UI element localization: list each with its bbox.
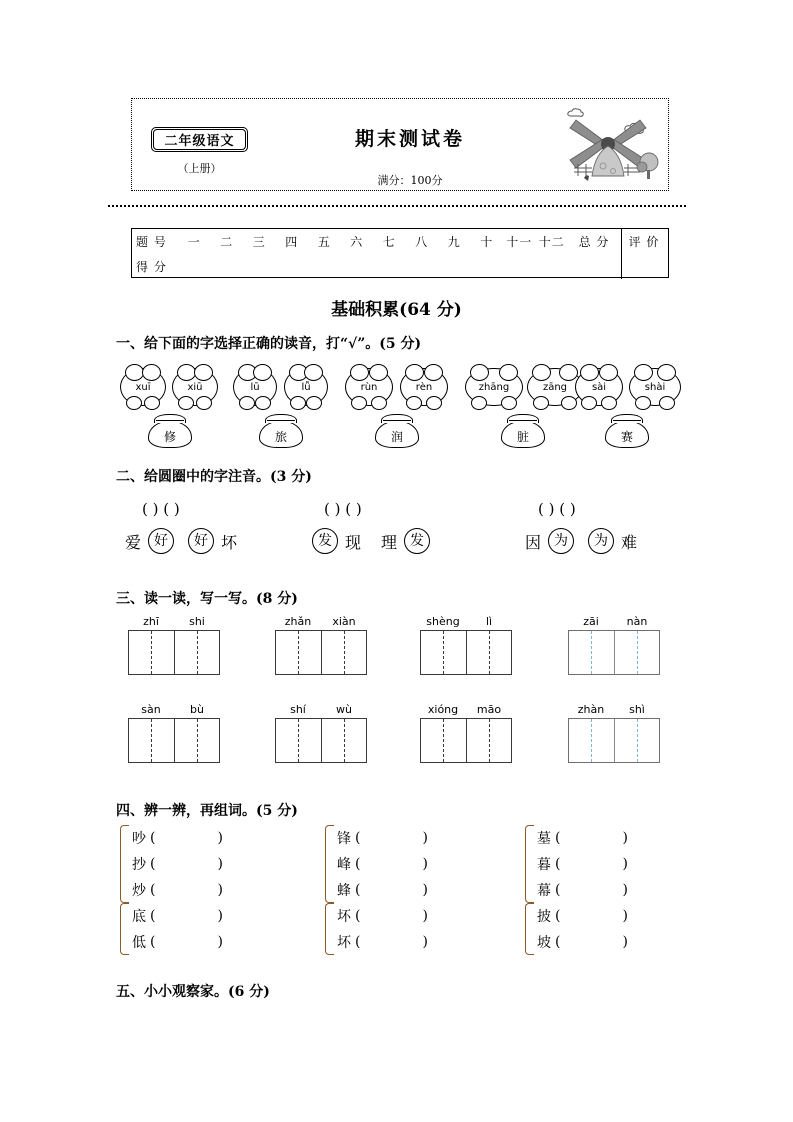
score-table-q-2: 二	[220, 235, 234, 249]
score-table-q-11: 十一	[506, 235, 533, 249]
q4-char: 披	[537, 909, 551, 925]
q3-pinyin-5	[128, 703, 220, 716]
cloud-lobe-icon	[426, 396, 442, 410]
q3-writing-grid-8[interactable]	[568, 718, 660, 763]
q4-char: 底	[132, 909, 146, 925]
q3-item-5	[128, 703, 220, 763]
q2-char-2-3: 理	[380, 532, 397, 552]
q4-paren-close: )	[217, 934, 223, 950]
q3-pinyin-5-a: sàn	[141, 703, 161, 716]
q2-char-3-3-circled: 为	[588, 528, 614, 554]
q2-answer-blanks-3[interactable]: ( ) ( )	[538, 500, 576, 518]
grid-cell[interactable]	[421, 631, 467, 674]
grid-cell[interactable]	[322, 631, 367, 674]
q3-item-4	[568, 615, 660, 675]
cloud-lobe-icon	[601, 396, 617, 410]
q3-pinyin-2	[275, 615, 367, 628]
vase-rim-icon	[156, 420, 184, 421]
q1-pinyin-text-2b: lǚ	[301, 381, 311, 393]
q3-pinyin-3-a: shèng	[426, 615, 460, 628]
q4-paren-close: )	[422, 856, 428, 872]
q2-phrase-2	[310, 528, 432, 554]
cloud-lobe-icon	[635, 396, 651, 410]
q1-group-2	[233, 368, 333, 450]
q4-paren-open: (	[555, 830, 561, 846]
brace-icon	[525, 825, 534, 903]
q3-pinyin-3-b: lì	[485, 615, 493, 628]
cloud-lobe-icon	[533, 396, 549, 410]
q4-entry[interactable]	[325, 929, 510, 955]
q4-paren-close: )	[422, 934, 428, 950]
q4-brace-group-3	[325, 825, 510, 903]
grid-cell[interactable]	[569, 719, 615, 762]
cloud-lobe-icon	[290, 396, 306, 410]
q3-pinyin-2-a: zhǎn	[284, 615, 312, 628]
score-table-q-5: 五	[317, 235, 331, 249]
brace-icon	[120, 903, 129, 955]
q4-paren-close: )	[217, 830, 223, 846]
grid-cell[interactable]	[615, 631, 660, 674]
q1-pinyin-option-5b[interactable]	[629, 368, 681, 406]
q2-char-3-1: 因	[524, 532, 541, 552]
grid-cell[interactable]	[129, 719, 175, 762]
cloud-lobe-icon	[659, 396, 675, 410]
q3-writing-grid-1[interactable]	[128, 630, 220, 675]
score-table	[131, 228, 669, 278]
q4-char: 墓	[537, 831, 551, 847]
score-table-q-1: 一	[187, 235, 201, 249]
q1-vase-char-2: 旅	[259, 421, 303, 448]
q4-entry[interactable]	[325, 877, 510, 903]
q1-pinyin-option-2a[interactable]	[233, 368, 277, 406]
q1-pinyin-option-2b[interactable]	[284, 368, 328, 406]
vase-neck-icon	[265, 414, 297, 423]
volume-label: （上册）	[177, 162, 222, 175]
q4-char: 暮	[537, 857, 551, 873]
score-table-q-7: 七	[382, 235, 396, 249]
q1-group-3	[345, 368, 453, 450]
score-table-q-4: 四	[285, 235, 299, 249]
q2-phrase-1	[120, 528, 242, 554]
question-3-answer-area	[120, 615, 680, 790]
q3-pinyin-1-a: zhī	[143, 615, 159, 628]
q4-paren-close: )	[622, 856, 628, 872]
q4-paren-open: (	[150, 934, 156, 950]
q3-writing-grid-7[interactable]	[420, 718, 512, 763]
vase-neck-icon	[154, 414, 186, 423]
q1-pinyin-text-4b: zāng	[542, 381, 568, 393]
q3-pinyin-6	[275, 703, 367, 716]
q4-char: 蜂	[337, 883, 351, 899]
q2-char-1-2-circled: 好	[148, 528, 174, 554]
q3-writing-grid-3[interactable]	[420, 630, 512, 675]
q4-brace-group-6	[525, 903, 710, 955]
q4-char: 坏	[337, 935, 351, 951]
vase-rim-icon	[267, 420, 295, 421]
q1-pinyin-text-2a: lū	[250, 381, 260, 393]
grid-cell[interactable]	[421, 719, 467, 762]
cloud-lobe-icon	[239, 396, 255, 410]
q2-phrase-3	[520, 528, 642, 554]
q3-pinyin-1	[128, 615, 220, 628]
score-table-q-10: 十	[480, 235, 494, 249]
q4-paren-open: (	[555, 934, 561, 950]
score-table-eval-divider	[621, 229, 622, 279]
q1-pinyin-option-3a[interactable]	[345, 368, 393, 406]
brace-icon	[325, 825, 334, 903]
cloud-lobe-icon	[144, 396, 160, 410]
grid-cell[interactable]	[615, 719, 660, 762]
q4-brace-group-1	[120, 825, 305, 903]
brace-icon	[120, 825, 129, 903]
q3-item-1	[128, 615, 220, 675]
q4-char: 抄	[132, 857, 146, 873]
q1-vase-char-4: 脏	[501, 421, 545, 448]
q4-char: 锋	[337, 831, 351, 847]
q4-entry[interactable]	[525, 929, 710, 955]
q4-char: 炒	[132, 883, 146, 899]
q4-paren-open: (	[355, 882, 361, 898]
q1-pinyin-option-1a[interactable]	[120, 368, 166, 406]
q1-pinyin-text-5a: sài	[591, 381, 607, 393]
q4-column-3	[525, 825, 710, 955]
cloud-lobe-icon	[581, 396, 597, 410]
q2-answer-blanks-1[interactable]: ( ) ( )	[142, 500, 180, 518]
q3-writing-grid-4[interactable]	[568, 630, 660, 675]
cloud-lobe-icon	[351, 396, 367, 410]
cloud-lobe-icon	[306, 396, 322, 410]
q2-char-2-1-circled: 发	[312, 528, 338, 554]
score-table-total-label: 总 分	[578, 235, 610, 249]
q4-char: 坡	[537, 935, 551, 951]
q3-pinyin-8	[568, 703, 660, 716]
q1-vase-2	[257, 414, 305, 448]
section-title-basics: 基础积累(64 分)	[331, 300, 462, 320]
cloud-lobe-icon	[196, 396, 212, 410]
q4-entry[interactable]	[325, 825, 510, 851]
q1-pinyin-text-1a: xuī	[135, 381, 151, 393]
q3-item-2	[275, 615, 367, 675]
q4-entry[interactable]	[120, 929, 305, 955]
q4-entry[interactable]	[325, 903, 510, 929]
q3-pinyin-1-b: shi	[189, 615, 205, 628]
q1-vase-3	[373, 414, 421, 448]
grid-cell[interactable]	[129, 631, 175, 674]
grid-cell[interactable]	[569, 631, 615, 674]
q1-pinyin-option-4a[interactable]	[465, 368, 523, 406]
question-2-answer-area	[120, 500, 680, 560]
q4-entry[interactable]	[525, 851, 710, 877]
q1-group-5	[575, 368, 683, 450]
q4-paren-open: (	[355, 830, 361, 846]
q1-pinyin-option-3b[interactable]	[400, 368, 448, 406]
q1-pinyin-text-5b: shài	[644, 381, 666, 393]
grade-subject-label: 二年级语文	[153, 129, 246, 150]
q3-writing-grid-6[interactable]	[275, 718, 367, 763]
grid-cell[interactable]	[276, 631, 322, 674]
cloud-lobe-icon	[371, 396, 387, 410]
q4-entry[interactable]	[120, 851, 305, 877]
q3-pinyin-4-a: zāi	[583, 615, 599, 628]
q4-char: 吵	[132, 831, 146, 847]
q3-pinyin-7-b: māo	[476, 703, 502, 716]
q4-entry[interactable]	[325, 851, 510, 877]
question-4-prompt: 四、辨一辨，再组词。(5 分)	[116, 803, 298, 819]
q3-pinyin-7-a: xióng	[427, 703, 459, 716]
question-3-prompt: 三、读一读，写一写。(8 分)	[116, 591, 298, 607]
question-2-prompt: 二、给圆圈中的字注音。(3 分)	[116, 469, 312, 485]
q3-pinyin-4	[568, 615, 660, 628]
q4-paren-close: )	[422, 908, 428, 924]
vase-rim-icon	[509, 420, 537, 421]
q4-column-1	[120, 825, 305, 955]
cloud-lobe-icon	[501, 396, 517, 410]
windmill-illustration	[556, 106, 661, 188]
q2-char-3-2-circled: 为	[548, 528, 574, 554]
q2-answer-blanks-2[interactable]: ( ) ( )	[324, 500, 362, 518]
q4-char: 幕	[537, 883, 551, 899]
q4-paren-open: (	[150, 882, 156, 898]
grid-cell[interactable]	[322, 719, 367, 762]
q4-paren-open: (	[150, 908, 156, 924]
score-table-eval-label: 评 价	[628, 235, 660, 249]
question-1-prompt: 一、给下面的字选择正确的读音，打“√”。(5 分)	[116, 336, 422, 352]
q3-item-6	[275, 703, 367, 763]
q2-char-3-4: 难	[620, 532, 637, 552]
q4-paren-close: )	[217, 882, 223, 898]
page-title: 期末测试卷	[354, 128, 465, 150]
grid-cell[interactable]	[175, 719, 220, 762]
q3-item-7	[420, 703, 512, 763]
q2-char-2-2: 现	[344, 532, 361, 552]
q4-entry[interactable]	[120, 877, 305, 903]
cloud-lobe-icon	[406, 396, 422, 410]
score-table-q-6: 六	[350, 235, 364, 249]
q1-pinyin-option-1b[interactable]	[172, 368, 218, 406]
q4-column-2	[325, 825, 510, 955]
q1-pinyin-text-3a: rùn	[360, 381, 378, 393]
grade-subject-badge	[151, 127, 248, 152]
cloud-lobe-icon	[178, 396, 194, 410]
q1-vase-char-3: 润	[375, 421, 419, 448]
q1-group-4	[465, 368, 589, 450]
q4-paren-close: )	[422, 882, 428, 898]
vase-neck-icon	[507, 414, 539, 423]
q4-entry[interactable]	[525, 877, 710, 903]
q4-paren-open: (	[555, 882, 561, 898]
q1-vase-char-5: 赛	[605, 421, 649, 448]
q4-paren-open: (	[355, 908, 361, 924]
grid-cell[interactable]	[467, 719, 512, 762]
brace-icon	[325, 903, 334, 955]
q4-paren-close: )	[217, 908, 223, 924]
grid-cell[interactable]	[467, 631, 512, 674]
full-score-label: 满分：100分	[377, 174, 443, 187]
q4-brace-group-2	[120, 903, 305, 955]
q4-paren-open: (	[355, 934, 361, 950]
q4-paren-close: )	[622, 908, 628, 924]
q1-pinyin-text-1b: xiū	[187, 381, 203, 393]
score-table-q-3: 三	[252, 235, 266, 249]
score-table-q-9: 九	[447, 235, 461, 249]
cloud-lobe-icon	[471, 396, 487, 410]
q1-vase-4	[499, 414, 547, 448]
q1-vase-1	[146, 414, 194, 448]
q3-writing-grid-5[interactable]	[128, 718, 220, 763]
q4-char: 坏	[337, 909, 351, 925]
q4-char: 低	[132, 935, 146, 951]
q4-entry[interactable]	[525, 825, 710, 851]
vase-rim-icon	[383, 420, 411, 421]
q1-pinyin-text-4a: zhāng	[478, 381, 510, 393]
q3-pinyin-8-b: shì	[629, 703, 645, 716]
q3-pinyin-3	[420, 615, 512, 628]
q4-paren-open: (	[555, 856, 561, 872]
brace-icon	[525, 903, 534, 955]
q3-pinyin-5-b: bù	[190, 703, 204, 716]
vase-neck-icon	[611, 414, 643, 423]
score-table-header-row	[132, 229, 668, 254]
q2-char-1-1: 爱	[124, 532, 141, 552]
score-table-score-row	[132, 254, 668, 279]
q4-paren-close: )	[622, 830, 628, 846]
q4-paren-close: )	[622, 882, 628, 898]
q4-paren-close: )	[422, 830, 428, 846]
q4-brace-group-5	[525, 825, 710, 903]
q3-pinyin-2-b: xiàn	[332, 615, 356, 628]
score-table-row-label-score: 得 分	[136, 260, 167, 274]
score-table-q-12: 十二	[538, 235, 565, 249]
cloud-lobe-icon	[255, 396, 271, 410]
q2-char-1-4: 坏	[220, 532, 237, 552]
q4-paren-close: )	[217, 856, 223, 872]
q3-writing-grid-2[interactable]	[275, 630, 367, 675]
score-table-row-label-question: 题 号	[136, 235, 167, 249]
q2-char-1-3-circled: 好	[188, 528, 214, 554]
q3-item-3	[420, 615, 512, 675]
q1-vase-char-1: 修	[148, 421, 192, 448]
q1-pinyin-text-3b: rèn	[415, 381, 433, 393]
q4-entry[interactable]	[120, 903, 305, 929]
q4-paren-open: (	[555, 908, 561, 924]
q4-paren-close: )	[622, 934, 628, 950]
q4-paren-open: (	[355, 856, 361, 872]
q2-char-2-4-circled: 发	[404, 528, 430, 554]
question-1-answer-area	[120, 368, 680, 450]
vase-neck-icon	[381, 414, 413, 423]
q3-pinyin-8-a: zhàn	[577, 703, 605, 716]
q3-pinyin-7	[420, 703, 512, 716]
q1-vase-5	[603, 414, 651, 448]
q4-char: 峰	[337, 857, 351, 873]
q4-paren-open: (	[150, 830, 156, 846]
q1-group-1	[120, 368, 220, 450]
question-5-prompt: 五、小小观察家。(6 分)	[116, 984, 270, 1000]
q3-item-8	[568, 703, 660, 763]
vase-rim-icon	[613, 420, 641, 421]
q4-brace-group-4	[325, 903, 510, 955]
cloud-lobe-icon	[561, 396, 577, 410]
grid-cell[interactable]	[175, 631, 220, 674]
q1-pinyin-option-5a[interactable]	[575, 368, 623, 406]
q3-pinyin-4-b: nàn	[626, 615, 648, 628]
q3-pinyin-6-a: shí	[290, 703, 306, 716]
q4-paren-open: (	[150, 856, 156, 872]
cloud-lobe-icon	[126, 396, 142, 410]
q3-pinyin-6-b: wù	[336, 703, 352, 716]
score-table-q-8: 八	[415, 235, 429, 249]
header-divider-rule	[108, 205, 686, 207]
q4-entry[interactable]	[525, 903, 710, 929]
q4-entry[interactable]	[120, 825, 305, 851]
grid-cell[interactable]	[276, 719, 322, 762]
question-4-answer-area	[120, 825, 680, 970]
